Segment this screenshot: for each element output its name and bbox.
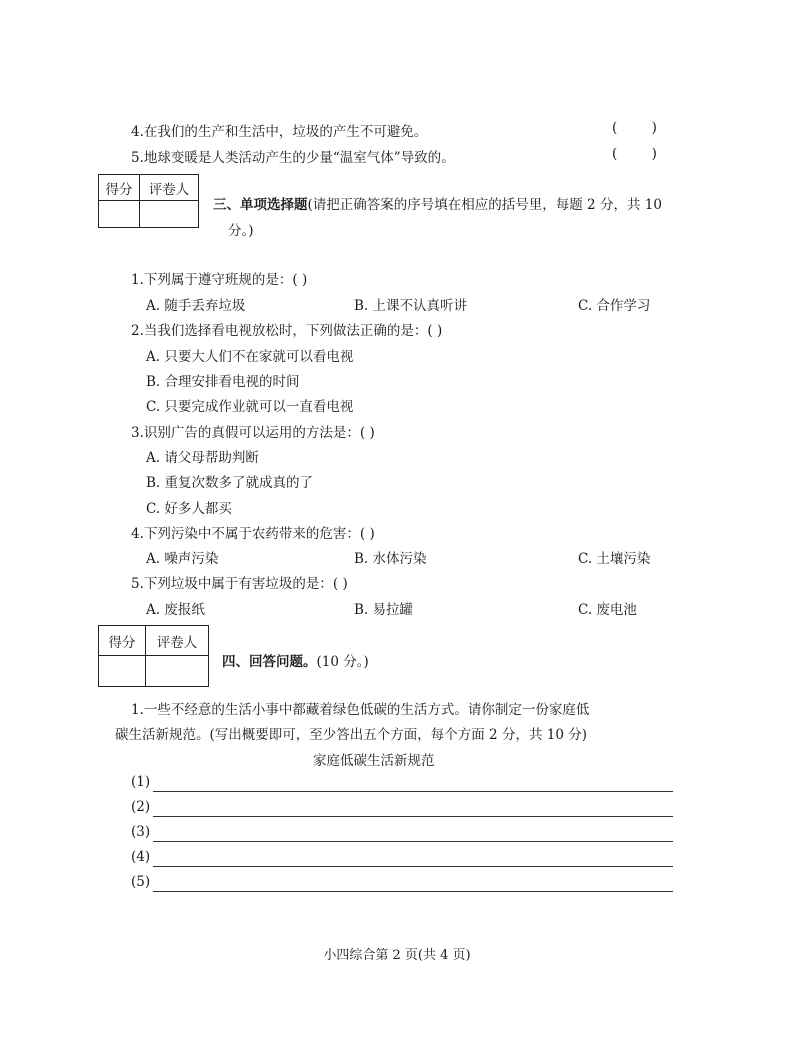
score-cell[interactable] [99,656,146,687]
answer-number: (1) [131,774,151,790]
answer-line-4[interactable] [131,849,673,869]
grader-cell[interactable] [146,656,209,687]
answer-heading: 家庭低碳生活新规范 [313,753,435,769]
answer-number: (2) [131,799,151,815]
tf-item-4: 4.在我们的生产和生活中，垃圾的产生不可避免。 [131,124,428,140]
mc-q4-option-a[interactable]: A. 噪声污染 [146,551,219,567]
answer-line-1[interactable] [131,774,673,794]
score-box-section3 [98,174,199,228]
section4-points: (10 分。) [316,654,369,670]
tf-item-5: 5.地球变暖是人类活动产生的少量“温室气体”导致的。 [131,150,455,166]
score-box-section4 [98,625,209,687]
answer-number: (5) [131,874,151,890]
section4-question-1: 1.一些不经意的生活小事中都藏着绿色低碳的生活方式。请你制定一份家庭低 [131,702,590,718]
answer-number: (3) [131,824,151,840]
section4-title: 四、回答问题。 [222,654,317,670]
mc-q3-option-a[interactable]: A. 请父母帮助判断 [146,450,259,466]
answer-number: (4) [131,849,151,865]
section3-header [213,193,662,213]
mc-question-5: 5.下列垃圾中属于有害垃圾的是：( ) [131,576,348,592]
mc-question-3: 3.识别广告的真假可以运用的方法是：( ) [131,425,375,441]
tf-answer-paren-4[interactable]: ( ) [612,120,657,136]
mc-q5-option-b[interactable]: B. 易拉罐 [354,602,414,618]
mc-q4-option-c[interactable]: C. 土壤污染 [578,551,651,567]
mc-q1-option-b[interactable]: B. 上课不认真听讲 [354,298,468,314]
mc-q3-option-c[interactable]: C. 好多人都买 [146,501,232,517]
mc-q1-option-c[interactable]: C. 合作学习 [578,298,651,314]
answer-line-3[interactable] [131,824,673,844]
mc-q5-option-a[interactable]: A. 废报纸 [146,602,205,618]
tf-answer-paren-5[interactable]: ( ) [612,146,657,162]
page-footer: 小四综合第 2 页(共 4 页) [323,948,471,963]
mc-q2-option-c[interactable]: C. 只要完成作业就可以一直看电视 [146,399,354,415]
grader-label: 评卷人 [140,175,199,201]
mc-q5-option-c[interactable]: C. 废电池 [578,602,637,618]
answer-line-2[interactable] [131,799,673,819]
score-label: 得分 [99,626,146,656]
mc-question-2: 2.当我们选择看电视放松时，下列做法正确的是：( ) [131,323,443,339]
mc-q2-option-a[interactable]: A. 只要大人们不在家就可以看电视 [146,349,354,365]
section3-instruction-cont: 分。) [228,223,254,239]
score-label: 得分 [99,175,140,201]
score-cell[interactable] [99,201,140,228]
mc-q3-option-b[interactable]: B. 重复次数多了就成真的了 [146,475,314,491]
grader-cell[interactable] [140,201,199,228]
grader-label: 评卷人 [146,626,209,656]
section4-question-1-cont: 碳生活新规范。(写出概要即可，至少答出五个方面，每个方面 2 分，共 10 分) [115,727,587,743]
section3-instruction: (请把正确答案的序号填在相应的括号里，每题 2 分，共 10 [307,197,662,213]
mc-q2-option-b[interactable]: B. 合理安排看电视的时间 [146,374,300,390]
mc-q1-option-a[interactable]: A. 随手丢弃垃圾 [146,298,246,314]
mc-question-1: 1.下列属于遵守班规的是：( ) [131,272,308,288]
section3-title: 三、单项选择题 [213,197,308,213]
answer-line-5[interactable] [131,874,673,894]
mc-q4-option-b[interactable]: B. 水体污染 [354,551,427,567]
section4-header [222,650,369,670]
mc-question-4: 4.下列污染中不属于农药带来的危害：( ) [131,526,375,542]
